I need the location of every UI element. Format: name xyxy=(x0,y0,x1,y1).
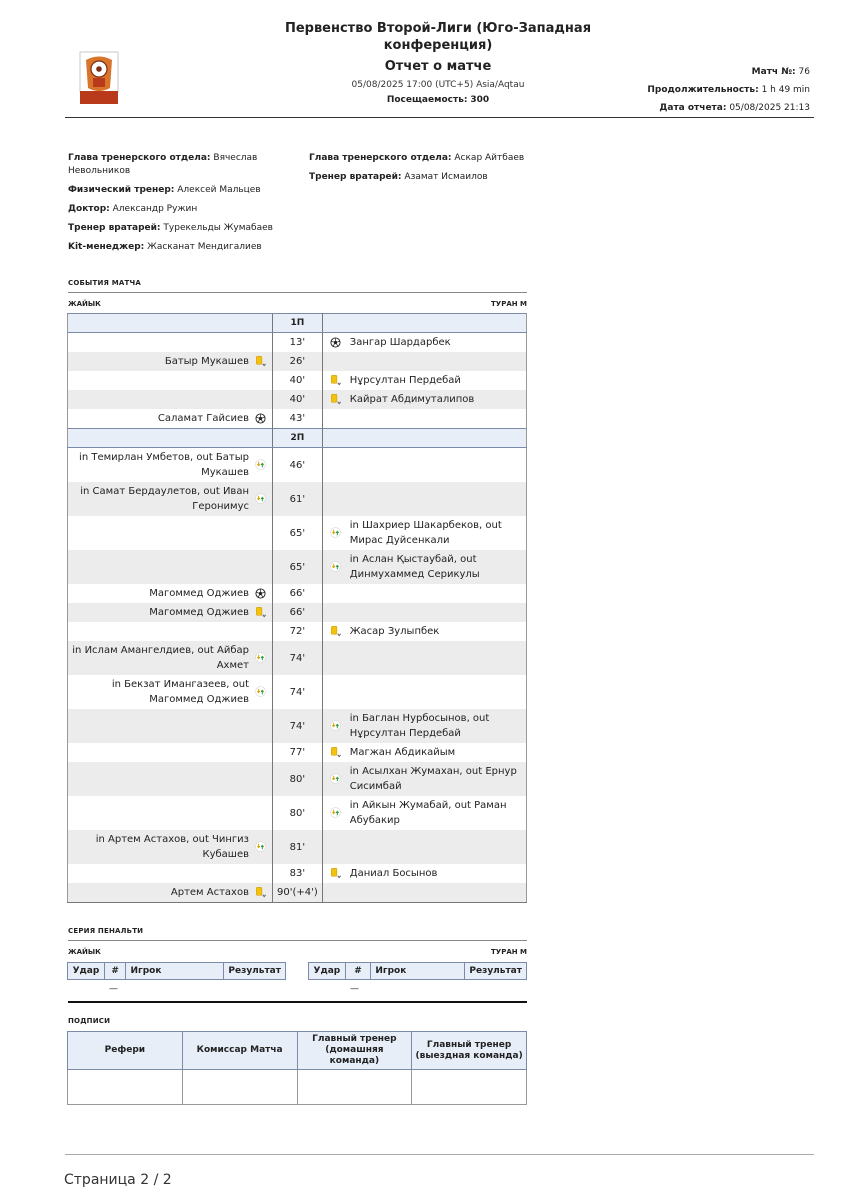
staff-item: Глава тренерского отдела: Вячеслав Невольников xyxy=(68,153,258,176)
penalties-away-team: ТУРАН М xyxy=(491,948,527,956)
event-minute: 80' xyxy=(273,796,323,830)
substitution-icon xyxy=(327,719,341,734)
penalties-section-divider xyxy=(68,940,527,941)
event-away-cell xyxy=(322,516,526,550)
report-header xyxy=(280,20,596,105)
event-away-cell xyxy=(322,864,526,883)
col-shot: Удар xyxy=(309,963,346,980)
event-home-cell xyxy=(68,550,273,584)
event-home-text: Саламат Гайсиев xyxy=(157,413,249,424)
away-penalties-table xyxy=(308,962,527,980)
event-home-text: in Артем Астахов, out Чингиз Кубашев xyxy=(95,834,249,860)
period-header-row xyxy=(68,314,527,333)
yellow-card-icon xyxy=(327,373,341,388)
event-away-cell xyxy=(322,550,526,584)
event-away-text: Магжан Абдикайым xyxy=(349,747,456,758)
event-home-cell xyxy=(68,584,273,603)
event-home-cell xyxy=(68,622,273,641)
event-minute: 46' xyxy=(273,448,323,483)
period-home-cell xyxy=(68,314,273,333)
sig-away-coach-header: Главный тренер (выездная команда) xyxy=(412,1032,527,1070)
event-row xyxy=(68,584,527,603)
col-result: Результат xyxy=(224,963,286,980)
event-row xyxy=(68,830,527,864)
event-away-cell xyxy=(322,830,526,864)
period-away-cell xyxy=(322,314,526,333)
event-minute: 74' xyxy=(273,709,323,743)
yellow-card-icon xyxy=(255,605,268,620)
staff-item: Kit-менеджер: Жасканат Мендигалиев xyxy=(68,242,262,252)
event-row xyxy=(68,352,527,371)
event-away-cell xyxy=(322,333,526,353)
event-minute: 40' xyxy=(273,371,323,390)
event-away-text: Жасар Зулыпбек xyxy=(349,626,440,637)
event-away-cell xyxy=(322,603,526,622)
event-home-cell xyxy=(68,743,273,762)
event-away-text: in Айкын Жумабай, out Раман Абубакир xyxy=(349,800,507,826)
event-minute: 77' xyxy=(273,743,323,762)
event-row xyxy=(68,709,527,743)
event-away-cell xyxy=(322,675,526,709)
event-row xyxy=(68,796,527,830)
col-player: Игрок xyxy=(126,963,224,980)
event-home-cell xyxy=(68,709,273,743)
event-minute: 66' xyxy=(273,584,323,603)
event-away-cell xyxy=(322,448,526,483)
home-penalties-table xyxy=(67,962,286,980)
signatures-section-title: ПОДПИСИ xyxy=(68,1017,111,1025)
match-meta xyxy=(647,63,810,117)
event-away-text: Нұрсултан Пердебай xyxy=(349,375,461,386)
event-row xyxy=(68,864,527,883)
event-row xyxy=(68,448,527,483)
staff-item: Тренер вратарей: Азамат Исмаилов xyxy=(309,172,488,182)
event-away-cell xyxy=(322,584,526,603)
event-home-cell xyxy=(68,482,273,516)
event-minute: 40' xyxy=(273,390,323,409)
substitution-icon xyxy=(327,560,341,575)
event-row xyxy=(68,371,527,390)
sig-commissioner-header: Комиссар Матча xyxy=(182,1032,297,1070)
period-label: 1П xyxy=(273,314,323,333)
event-minute: 74' xyxy=(273,641,323,675)
col-player: Игрок xyxy=(371,963,465,980)
yellow-card-icon xyxy=(327,745,341,760)
event-row xyxy=(68,409,527,429)
substitution-icon xyxy=(255,840,268,855)
event-minute: 74' xyxy=(273,675,323,709)
event-row xyxy=(68,675,527,709)
yellow-card-icon xyxy=(327,392,341,407)
event-home-text: in Самат Бердаулетов, out Иван Геронимус xyxy=(80,486,249,512)
events-home-team: ЖАЙЫК xyxy=(68,300,101,308)
event-home-cell xyxy=(68,352,273,371)
sig-referee-cell xyxy=(68,1070,183,1105)
event-row xyxy=(68,482,527,516)
col-result: Результат xyxy=(465,963,527,980)
event-row xyxy=(68,622,527,641)
event-away-cell xyxy=(322,390,526,409)
event-home-cell xyxy=(68,864,273,883)
event-home-text: Артем Астахов xyxy=(170,887,249,898)
event-home-text: in Ислам Амангелдиев, out Айбар Ахмет xyxy=(72,645,249,671)
sig-referee-header: Рефери xyxy=(68,1032,183,1070)
event-minute: 26' xyxy=(273,352,323,371)
event-row xyxy=(68,641,527,675)
yellow-card-icon xyxy=(255,885,268,900)
sig-commissioner-cell xyxy=(182,1070,297,1105)
event-row xyxy=(68,883,527,903)
substitution-icon xyxy=(327,772,341,787)
event-away-text: Даниал Босынов xyxy=(349,868,438,879)
league-title: Первенство Второй-Лиги (Юго-Западная конференция) xyxy=(284,21,592,53)
event-away-cell xyxy=(322,883,526,903)
event-away-cell xyxy=(322,352,526,371)
report-subtitle: Отчет о матче xyxy=(384,59,492,74)
event-minute: 90'(+4') xyxy=(273,883,323,903)
event-minute: 66' xyxy=(273,603,323,622)
event-minute: 65' xyxy=(273,550,323,584)
yellow-card-icon xyxy=(327,624,341,639)
event-minute: 80' xyxy=(273,762,323,796)
event-away-cell xyxy=(322,709,526,743)
event-away-cell xyxy=(322,743,526,762)
event-home-cell xyxy=(68,371,273,390)
signatures-table xyxy=(67,1031,527,1105)
event-home-cell xyxy=(68,603,273,622)
col-number: # xyxy=(104,963,126,980)
page-number: Страница 2 / 2 xyxy=(64,1172,172,1188)
event-minute: 81' xyxy=(273,830,323,864)
penalties-home-team: ЖАЙЫК xyxy=(68,948,101,956)
event-away-cell xyxy=(322,409,526,429)
event-away-cell xyxy=(322,762,526,796)
event-home-cell xyxy=(68,333,273,353)
event-minute: 13' xyxy=(273,333,323,353)
goal-icon xyxy=(255,586,268,601)
event-away-text: in Шахриер Шакарбеков, out Мирас Дуйсенкали xyxy=(349,520,502,546)
header-divider xyxy=(65,117,814,118)
event-away-cell xyxy=(322,641,526,675)
match-events-table xyxy=(67,313,527,903)
event-home-text: Магоммед Оджиев xyxy=(149,607,249,618)
period-header-row xyxy=(68,429,527,448)
goal-icon xyxy=(327,335,341,350)
match-datetime: 05/08/2025 17:00 (UTC+5) Asia/Aqtau xyxy=(351,80,525,90)
col-number: # xyxy=(345,963,371,980)
event-home-cell xyxy=(68,641,273,675)
period-label: 2П xyxy=(273,429,323,448)
event-minute: 61' xyxy=(273,482,323,516)
substitution-icon xyxy=(255,492,268,507)
staff-item: Тренер вратарей: Турекельды Жумабаев xyxy=(68,223,273,233)
match-number: Матч №: 76 xyxy=(751,67,810,77)
staff-item: Доктор: Александр Ружин xyxy=(68,204,198,214)
event-home-text: Магоммед Оджиев xyxy=(149,588,249,599)
event-away-text: in Баглан Нурбосынов, out Нұрсултан Пердебай xyxy=(349,713,490,739)
event-away-text: in Асылхан Жумахан, out Ернур Сисимбай xyxy=(349,766,517,792)
home-penalties-empty: — xyxy=(109,984,118,994)
match-duration: Продолжительность: 1 h 49 min xyxy=(647,85,810,95)
attendance: Посещаемость: 300 xyxy=(386,95,490,105)
event-away-text: Зангар Шардарбек xyxy=(349,337,451,348)
event-row xyxy=(68,762,527,796)
yellow-card-icon xyxy=(255,354,268,369)
staff-item: Физический тренер: Алексей Мальцев xyxy=(68,185,261,195)
home-staff-list xyxy=(68,152,278,260)
substitution-icon xyxy=(327,806,341,821)
goal-icon xyxy=(255,411,268,426)
yellow-card-icon xyxy=(327,866,341,881)
footer-divider xyxy=(65,1154,814,1155)
event-away-text: Кайрат Абдимуталипов xyxy=(349,394,475,405)
staff-item: Глава тренерского отдела: Аскар Айтбаев xyxy=(309,153,525,163)
league-logo xyxy=(77,50,121,106)
away-penalties-empty: — xyxy=(350,984,359,994)
event-row xyxy=(68,516,527,550)
period-home-cell xyxy=(68,429,273,448)
event-away-cell xyxy=(322,482,526,516)
event-home-cell xyxy=(68,830,273,864)
substitution-icon xyxy=(327,526,341,541)
sig-home-coach-header: Главный тренер (домашняя команда) xyxy=(297,1032,412,1070)
report-date: Дата отчета: 05/08/2025 21:13 xyxy=(659,103,810,113)
col-shot: Удар xyxy=(68,963,105,980)
event-home-cell xyxy=(68,448,273,483)
event-home-cell xyxy=(68,762,273,796)
event-home-text: Батыр Мукашев xyxy=(164,356,249,367)
events-section-title: СОБЫТИЯ МАТЧА xyxy=(68,279,141,287)
penalties-end-divider xyxy=(68,1001,527,1003)
event-row xyxy=(68,390,527,409)
event-home-cell xyxy=(68,675,273,709)
event-home-cell xyxy=(68,390,273,409)
event-home-cell xyxy=(68,883,273,903)
substitution-icon xyxy=(255,651,268,666)
event-away-cell xyxy=(322,622,526,641)
event-row xyxy=(68,603,527,622)
event-minute: 43' xyxy=(273,409,323,429)
event-away-cell xyxy=(322,796,526,830)
event-row xyxy=(68,743,527,762)
sig-home-coach-cell xyxy=(297,1070,412,1105)
sig-away-coach-cell xyxy=(412,1070,527,1105)
event-away-text: in Аслан Қыстаубай, out Динмухаммед Серикулы xyxy=(349,554,480,580)
event-minute: 83' xyxy=(273,864,323,883)
events-away-team: ТУРАН М xyxy=(491,300,527,308)
period-away-cell xyxy=(322,429,526,448)
event-minute: 65' xyxy=(273,516,323,550)
event-home-cell xyxy=(68,409,273,429)
penalties-section-title: СЕРИЯ ПЕНАЛЬТИ xyxy=(68,927,144,935)
event-home-text: in Бекзат Имангазеев, out Магоммед Оджиев xyxy=(111,679,249,705)
away-staff-list xyxy=(309,152,549,190)
event-home-text: in Темирлан Умбетов, out Батыр Мукашев xyxy=(79,452,249,478)
substitution-icon xyxy=(255,685,268,700)
substitution-icon xyxy=(255,458,268,473)
event-home-cell xyxy=(68,796,273,830)
event-home-cell xyxy=(68,516,273,550)
event-row xyxy=(68,550,527,584)
event-away-cell xyxy=(322,371,526,390)
event-minute: 72' xyxy=(273,622,323,641)
event-row xyxy=(68,333,527,353)
events-section-divider xyxy=(68,292,527,293)
